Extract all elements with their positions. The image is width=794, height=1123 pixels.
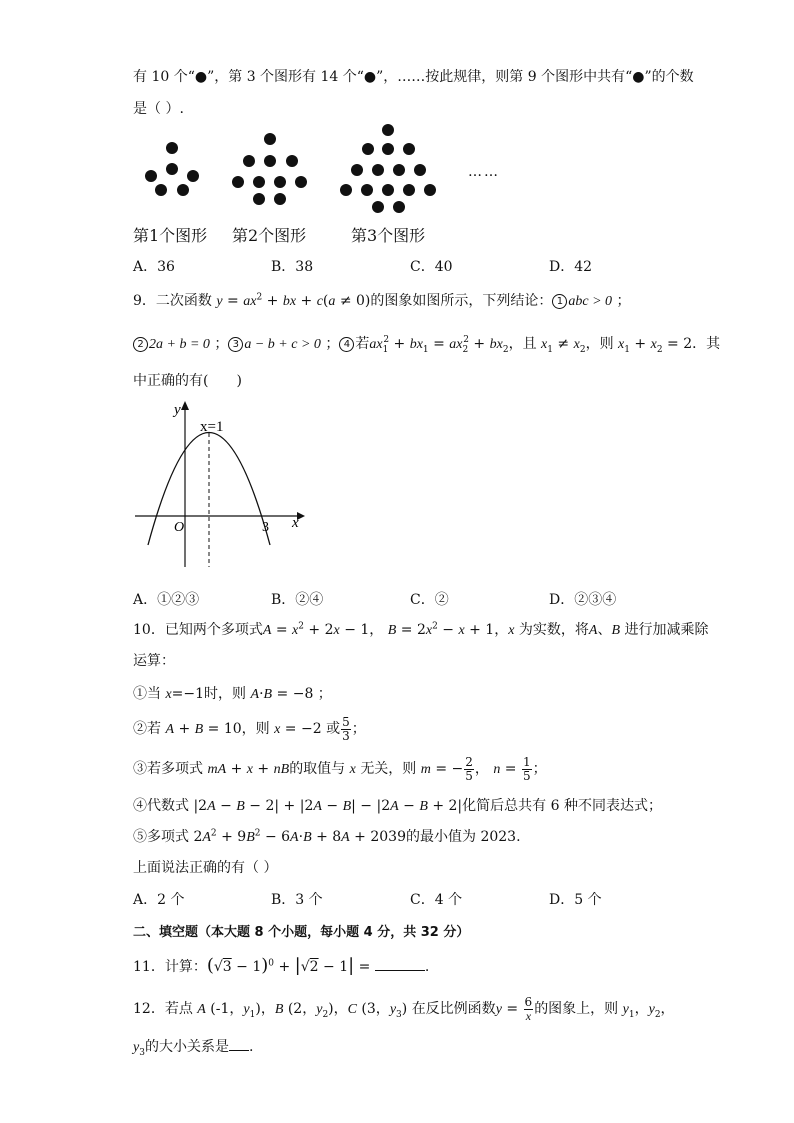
q10-statement-2: ②若 A + B = 10，则 x = −2 或 $\frac{5}{3}$ ； [133,714,366,743]
q8-line1: 有 10 个“●”，第 3 个图形有 14 个“●”，……按此规律，则第 9 个图形中共有“●”的个数 [133,69,694,85]
q9-line3: 中正确的有( ) [133,373,242,389]
fig-label-2: 第2个图形 [232,226,307,245]
y-label: y [174,402,181,418]
section-heading: 二、填空题（本大题 8 个小题，每小题 4 分，共 32 分） [133,925,470,940]
q10-statement-4: ④代数式 |2A − B − 2| + |2A − B| − |2A − B + 2|化简后总共有 6 种不同表达式； [133,798,662,814]
q10-choice-d[interactable]: D．5 个 [549,892,602,908]
y-axis-arrow [181,401,189,410]
q10-line2: 运算： [133,653,175,669]
q8-line2: 是（ ）. [133,101,184,117]
fig-label-3: 第3个图形 [351,226,426,245]
origin-label: O [174,520,185,535]
q10-choice-b[interactable]: B．3 个 [271,892,323,908]
q9-line2: 2 2a + b = 0 ； 3 a − b + c > 0 ； 4 若$ax_1^2 + bx_1 = ax_2^2 + bx_2$，且 $x_1 \ne x_2$，则 $x_1 + x_2 = 2$．其 [133,333,720,355]
fig-label-1: 第1个图形 [133,226,208,245]
q9-choice-d[interactable]: D．②③④ [549,592,617,608]
q12-line2: $y_3$的大小关系是 . [133,1039,254,1058]
q12-line1: 12．若点 A (-1，$y_1$)，B (2，$y_2$)，C (3，$y_3$) 在反比例函数y = $\frac{6}{x}$ 的图象上，则 $y_1$，$y_2$， [133,994,675,1023]
ellipsis: …… [468,164,500,180]
x-label: x [292,515,299,531]
q8-choice-c[interactable]: C．40 [410,259,453,275]
q10-statement-3: ③若多项式 mA + x + nB的取值与 x 无关，则 m = − $\frac{2}{5}$ ， n = $\frac{1}{5}$ ； [133,754,547,783]
q11: 11．计算：$(√3 - 1)^0 + |√2 - 1|$ = . [133,955,430,976]
q10-choice-c[interactable]: C．4 个 [410,892,463,908]
q9-choice-a[interactable]: A．①②③ [133,592,200,608]
q8-choice-a[interactable]: A．36 [133,259,175,275]
q10-line1: 10．已知两个多项式$A = x^2 + 2x - 1$， $B = 2x^2 - x + 1$，x 为实数，将A、B 进行加减乘除 [133,621,709,638]
q9-choice-c[interactable]: C．② [410,592,449,608]
q10-statement-1: ①当 x=−1时，则 A·B = −8 ； [133,686,332,702]
q10-statement-5: ⑤多项式 $2A^2 + 9B^2 - 6A\cdot B + 8A + 2039$的最小值为 2023. [133,828,521,845]
q10-question: 上面说法正确的有（ ） [133,860,278,876]
q9-choice-b[interactable]: B．②④ [271,592,324,608]
symmetry-label: x=1 [200,419,224,435]
q11-answer-blank[interactable] [375,970,425,971]
tick-3-label: 3 [262,520,269,535]
q8-choice-b[interactable]: B．38 [271,259,314,275]
q12-answer-blank[interactable] [229,1050,249,1051]
parabola-graph [130,395,310,575]
q9-line1: 9．二次函数 $y = ax^2$ + bx + c(a ≠ 0)的图象如图所示，下列结论： 1 abc > 0 ； [133,292,631,309]
q8-choice-d[interactable]: D．42 [549,259,593,275]
q10-choice-a[interactable]: A．2 个 [133,892,185,908]
